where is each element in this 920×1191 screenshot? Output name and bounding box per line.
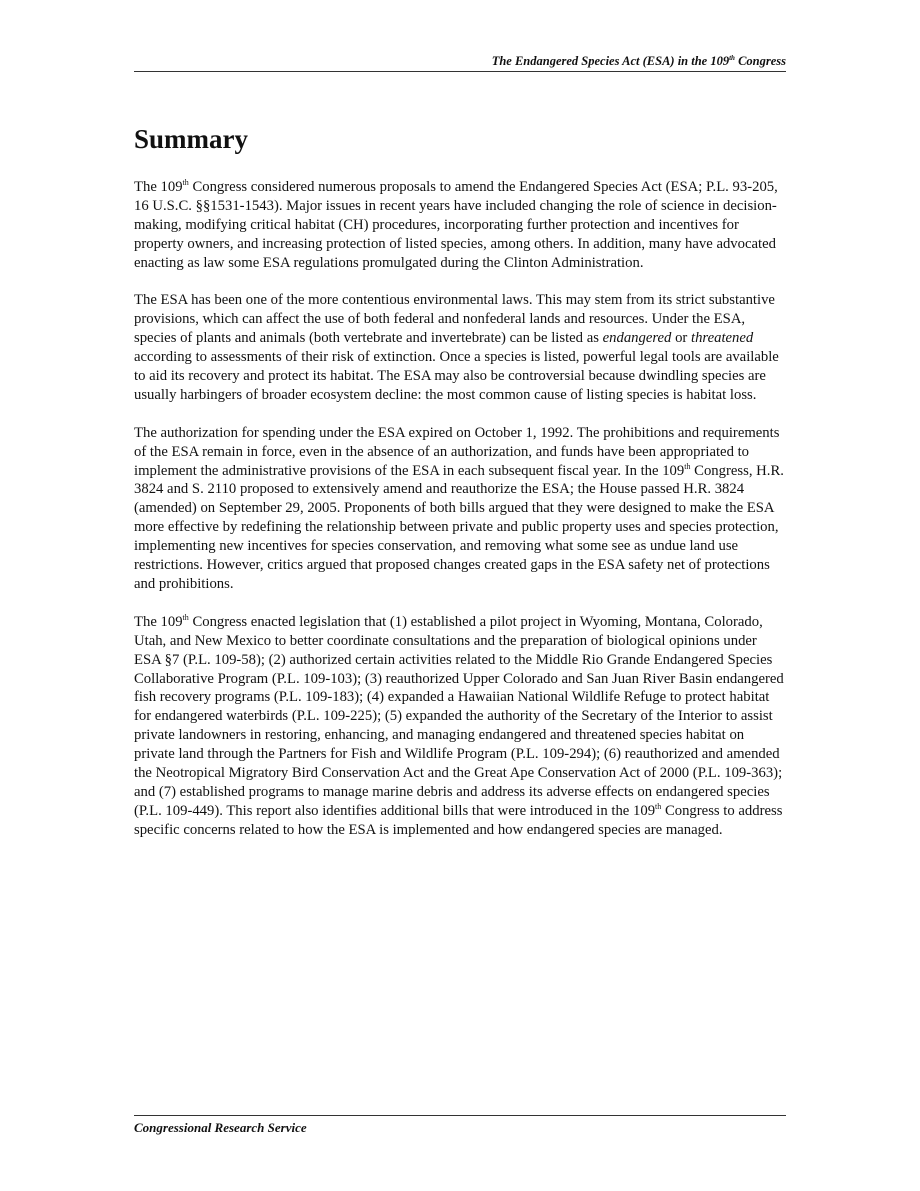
p3-text-b: Congress, H.R. 3824 and S. 2110 proposed to extensively amend and reauthorize the ESA; the House passed H.R. 3824 (amended) on September 29, 2005. Proponents of both bills argued that they were designed to make the ESA more effective by redefining the relationship between private and public property uses and species protection, implementing new incentives for species conservation, and removing what some see as undue land use restrictions. However, critics argued that proposed changes created gaps in the ESA safety net of protections and prohibitions. [134, 462, 784, 592]
p3-sup: th [684, 461, 691, 471]
p2-em-threatened: threatened [691, 330, 754, 347]
p2-text-a: The ESA has been one of the more contentious environmental laws. This may stem from its strict substantive provisions, which can affect the use of both federal and nonfederal lands and resources. Under the ESA, species of plants and animals (both vertebrate and invertebrate) can be listed as [134, 292, 775, 347]
header-title-sup: th [729, 54, 735, 62]
p1-text-b: Congress considered numerous proposals to amend the Endangered Species Act (ESA; P.L. 93-205, 16 U.S.C. §§1531-1543). Major issues in recent years have included changing the role of science in decision-making, modifying critical habitat (CH) procedures, incorporating further protection and incentives for property owners, and increasing protection of listed species, among others. In addition, many have advocated enacting as law some ESA regulations promulgated during the Clinton Administration. [134, 179, 778, 271]
page-footer: Congressional Research Service [134, 1115, 786, 1136]
paragraph-3 [134, 424, 786, 594]
p2-text-b: or [671, 330, 691, 347]
p2-em-endangered: endangered [602, 330, 672, 347]
summary-body [134, 178, 786, 859]
p2-text-c: according to assessments of their risk of extinction. Once a species is listed, powerful legal tools are available to aid its recovery and protect its habitat. The ESA may also be controversial because dwindling species are usually harbingers of broader ecosystem decline: the most common cause of listing species is habitat loss. [134, 349, 779, 403]
page-title: Summary [134, 124, 248, 154]
paragraph-2 [134, 291, 786, 404]
p4-text-c: Congress to address specific concerns related to how the ESA is implemented and how endangered species are managed. [134, 802, 783, 838]
header-title-post: Congress [734, 54, 786, 69]
p1-text-a: The 109 [134, 179, 183, 195]
p4-sup-1: th [182, 612, 189, 622]
running-header [134, 54, 786, 72]
header-title-pre: The Endangered Species Act (ESA) in the 109 [491, 54, 730, 69]
paragraph-4 [134, 613, 786, 840]
p4-text-a: The 109 [134, 613, 183, 630]
p3-text-a: The authorization for spending under the ESA expired on October 1, 1992. The prohibitions and requirements of the ESA remain in force, even in the absence of an authorization, and funds have been appropriated to implement the administrative provisions of the ESA in each subsequent fiscal year. In the 109 [134, 424, 780, 479]
p4-sup-2: th [655, 801, 662, 811]
p1-sup: th [182, 178, 189, 188]
p4-text-b: Congress enacted legislation that (1) established a pilot project in Wyoming, Montana, Colorado, Utah, and New Mexico to better coordinate consultations and the preparation of biological opinions under ESA §7 (P.L. 109-58); (2) authorized certain activities related to the Middle Rio Grande Endangered Species Collaborative Program (P.L. 109-103); (3) reauthorized Upper Colorado and San Juan River Basin endangered fish recovery programs (P.L. 109-183); (4) expanded a Hawaiian National Wildlife Refuge to protect habitat for endangered waterbirds (P.L. 109-225); (5) expanded the authority of the Secretary of the Interior to assist private landowners in restoring, enhancing, and managing endangered and threatened species habitat on private land through the Partners for Fish and Wildlife Program (P.L. 109-294); (6) reauthorized and amended the Neotropical Migratory Bird Conservation Act and the Great Ape Conservation Act of 2000 (P.L. 109-363); and (7) established programs to manage marine debris and address its adverse effects on endangered species (P.L. 109-449). This report also identifies additional bills that were introduced in the 109 [134, 613, 784, 819]
paragraph-1 [134, 178, 786, 273]
